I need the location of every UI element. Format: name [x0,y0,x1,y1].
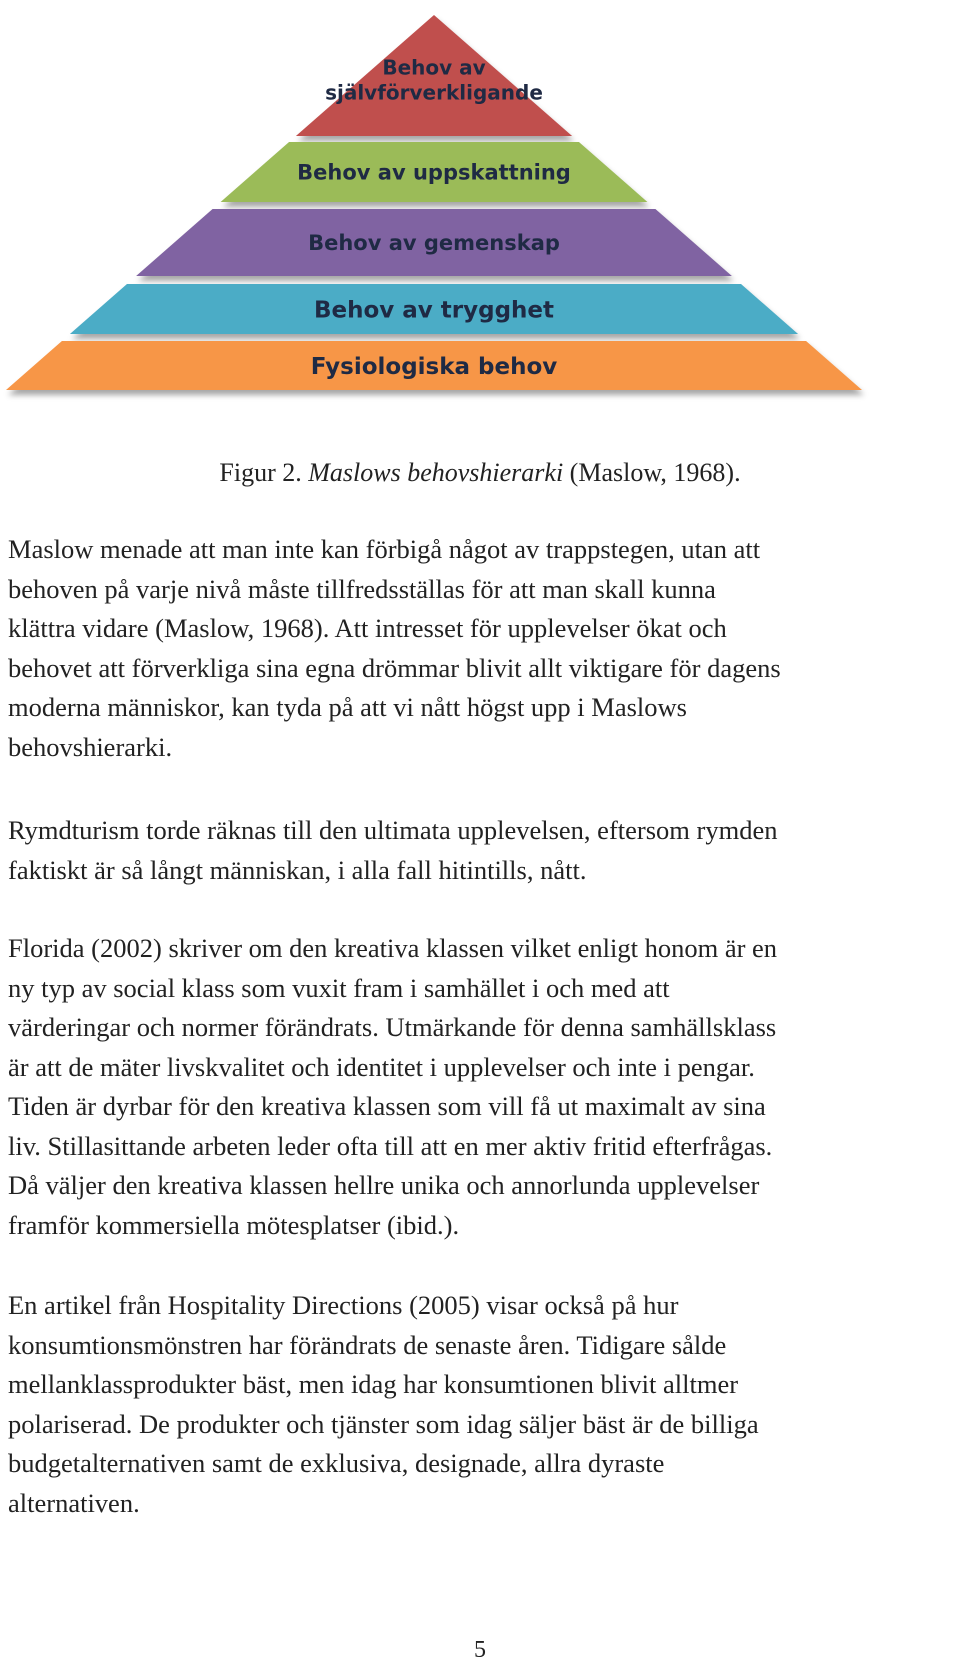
text-line: budgetalternativen samt de exklusiva, designade, allra dyraste [8,1448,665,1478]
text-line: alternativen. [8,1487,140,1518]
text-line: Rymdturism torde räknas till den ultimata upplevelsen, eftersom rymden [8,815,778,845]
pyramid-tier-label: Fysiologiska behov [310,353,558,380]
figure-caption [0,456,960,490]
text-line: behovshierarki. [8,731,173,762]
text-line: värderingar och normer förändrats. Utmärkande för denna samhällsklass [8,1012,777,1042]
text-line: En artikel från Hospitality Directions (2005) visar också på hur [8,1290,679,1320]
text-line: Maslow menade att man inte kan förbigå något av trappstegen, utan att [8,534,761,564]
text-line: framför kommersiella mötesplatser (ibid.). [8,1209,460,1240]
pyramid-tier-label: Behov av trygghet [313,297,555,324]
text-line: faktiskt är så långt människan, i alla fall hitintills, nått. [8,854,587,885]
figure-caption-title: Maslows behovshierarki [308,458,564,487]
pyramid-tier-label: Behov av gemenskap [308,231,560,256]
pyramid-tier-label: Behov av uppskattning [297,160,571,185]
figure-caption-citation: (Maslow, 1968). [569,458,741,487]
text-line: behoven på varje nivå måste tillfredsställas för att man skall kunna [8,573,716,604]
text-line: Florida (2002) skriver om den kreativa klassen vilket enligt honom är en [8,933,778,963]
figure-caption-prefix: Figur 2. [219,458,302,487]
text-line: behovet att förverkliga sina egna drömmar blivit allt viktigare för dagens [8,652,781,683]
pyramid-tier-label: självförverkligande [325,80,543,105]
text-line: Tiden är dyrbar för den kreativa klassen som vill få ut maximalt av sina [8,1091,766,1121]
paragraph-rymdturism [8,811,960,890]
text-line: polariserad. De produkter och tjänster som idag säljer bäst är de billiga [8,1408,759,1439]
text-line: konsumtionsmönstren har förändrats de senaste åren. Tidigare sålde [8,1329,727,1360]
paragraph-maslow [8,530,960,767]
paragraph-florida [8,929,960,1245]
text-line: är att de mäter livskvalitet och identitet i upplevelser och inte i pengar. [8,1051,755,1082]
text-line: moderna människor, kan tyda på att vi nått högst upp i Maslows [8,692,687,722]
text-line: liv. Stillasittande arbeten leder ofta till att en mer aktiv fritid efterfrågas. [8,1130,773,1161]
text-line: Då väljer den kreativa klassen hellre unika och annorlunda upplevelser [8,1170,760,1200]
pyramid-tier-label: Behov av [382,55,486,80]
text-line: mellanklassprodukter bäst, men idag har konsumtionen blivit alltmer [8,1369,739,1399]
maslow-pyramid-figure [0,0,960,420]
paragraph-hospitality [8,1286,960,1523]
text-line: klättra vidare (Maslow, 1968). Att intresset för upplevelser ökat och [8,613,727,643]
page-number: 5 [474,1637,486,1663]
text-line: ny typ av social klass som vuxit fram i samhället i och med att [8,972,670,1003]
